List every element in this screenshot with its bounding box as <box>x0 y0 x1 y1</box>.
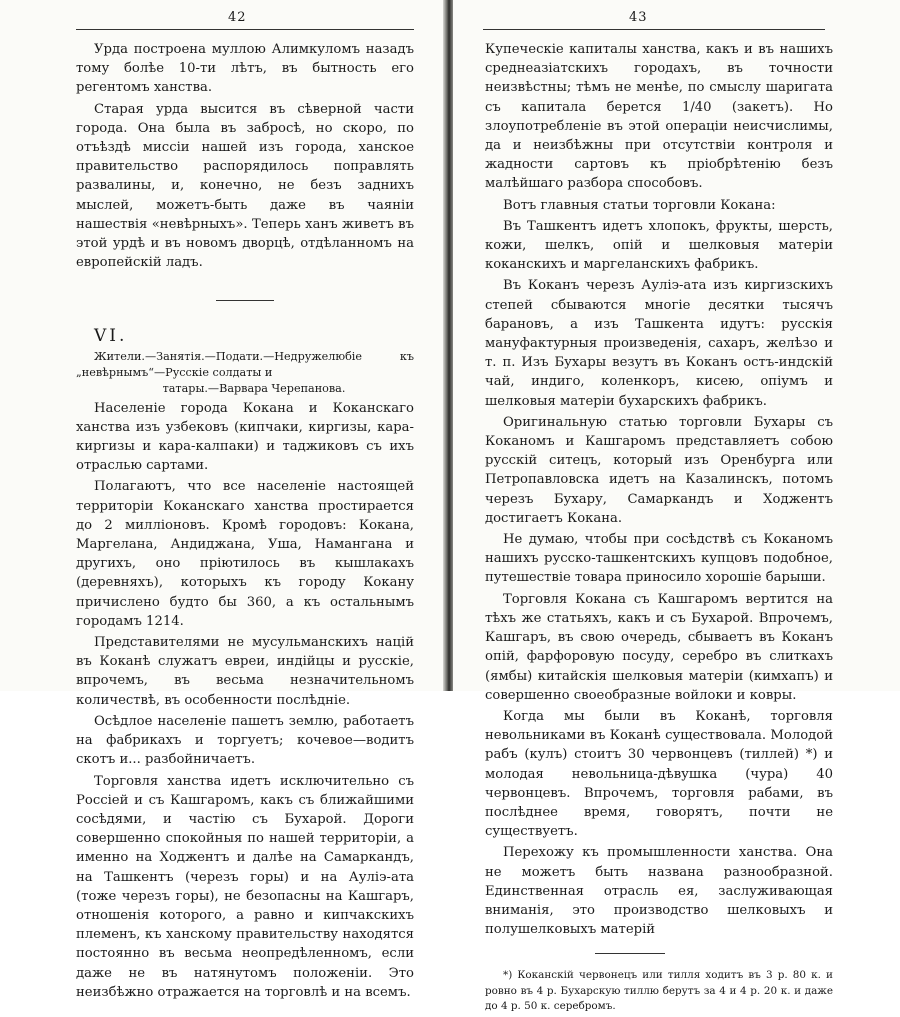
paragraph: Торговля Кокана съ Кашгаромъ вертится на тѣхъ же статьяхъ, какъ и съ Бухарой. Впрочемъ, Кашгаръ, въ свою очередь, сбываетъ въ Коканъ опій, фарфоровую посуду, серебро въ слиткахъ (ямбы) китайскія шелковыя матеріи (кимхапъ) и совершенно своеобразные войлоки и ковры. <box>485 591 833 703</box>
chapter-summary-line: Жители.—Занятія.—Подати.—Недружелюбіе къ „невѣрнымъ“—Русскіе солдаты и <box>76 349 414 379</box>
footnote-separator <box>595 953 665 954</box>
paragraph: Не думаю, чтобы при сосѣдствѣ съ Коканомъ нашихъ русско-ташкентскихъ купцовъ подобное, путешествіе товара приносило хорошіе барыши. <box>485 532 833 586</box>
header-rule <box>483 29 825 30</box>
chapter-number: VI. <box>94 326 128 347</box>
right-page <box>453 0 900 1013</box>
section-separator <box>216 300 274 301</box>
paragraph: Полагаютъ, что все населеніе настоящей территоріи Коканскаго ханства простирается до 2 милліоновъ. Кромѣ городовъ: Кокана, Маргелана, Андиджана, Уша, Намангана и другихъ, оно пріютилось въ кышлакахъ (деревняхъ), которыхъ къ городу Кокану причислено будто бы 360, а къ остальнымъ городамъ 1214. <box>76 479 414 629</box>
paragraph: Купеческіе капиталы ханства, какъ и въ нашихъ среднеазіатскихъ городахъ, въ точности неизвѣстны; тѣмъ не менѣе, по смыслу шаригата съ капитала берется 1/40 (закетъ). Но злоупотребленіе въ этой операціи неисчислимы, да и неизбѣжны при отсутствіи контроля и жадности сартовъ къ пріобрѣтенію безъ малѣйшаго разбора способовъ. <box>485 42 833 192</box>
header-rule <box>76 29 414 30</box>
paragraph: Перехожу къ промышленности ханства. Она не можетъ быть названа разнообразной. Единственная отрасль ея, заслуживающая вниманія, это производство шелковыхъ и полушелковыхъ матерій <box>485 845 833 938</box>
chapter-summary <box>76 349 414 397</box>
paragraph: Въ Ташкентъ идетъ хлопокъ, фрукты, шерсть, кожи, шелкъ, опій и шелковыя матеріи коканскихъ и маргеланскихъ фабрикъ. <box>485 218 833 273</box>
footnote: *) Коканскій червонецъ или тилля ходитъ въ 3 р. 80 к. и ровно въ 4 р. Бухарскую тиллю берутъ за 4 и 4 р. 20 к. и даже до 4 р. 50 к. серебромъ. <box>485 969 833 1013</box>
left-page <box>0 0 443 1000</box>
paragraph: Когда мы были въ Коканѣ, торговля невольниками въ Коканѣ существовала. Молодой рабъ (кулъ) стоитъ 30 червонцевъ (тиллей) *) и молодая невольница-дѣвушка (чура) 40 червонцевъ. Впрочемъ, торговля рабами, въ послѣднее время, говорятъ, почти не существуетъ. <box>485 708 833 840</box>
paragraph: Старая урда высится въ сѣверной части города. Она была въ забросѣ, но скоро, по отъѣздѣ миссіи нашей изъ города, ханское правительство распорядилось поправлять развалины, и, конечно, не безъ заднихъ мыслей, можетъ-быть даже въ чаяніи нашествія «невѣрныхъ». Теперь ханъ живетъ въ этой урдѣ и въ новомъ дворцѣ, отдѣланномъ на европейскій ладъ. <box>76 101 414 271</box>
paragraph: Въ Коканъ черезъ Ауліэ-ата изъ киргизскихъ степей сбываются многіе десятки тысячъ барановъ, а изъ Ташкента идутъ: русскія мануфактурныя произведенія, сахаръ, желѣзо и т. п. Изъ Бухары везутъ въ Коканъ остъ-индскій чай, индиго, коленкоръ, кисею, опіумъ и шелковыя матеріи бухарскихъ фабрикъ. <box>485 278 833 409</box>
paragraph: Осѣдлое населеніе пашетъ землю, работаетъ на фабрикахъ и торгуетъ; кочевое—водитъ скотъ и... разбойничаетъ. <box>76 713 414 768</box>
paragraph: Урда построена муллою Алимкуломъ назадъ тому болѣе 10-ти лѣтъ, въ бытность его регентомъ ханства. <box>76 42 414 96</box>
book-gutter <box>443 0 453 691</box>
page-number: 42 <box>228 10 247 25</box>
paragraph: Оригинальную статью торговли Бухары съ Коканомъ и Кашгаромъ представляетъ собою русскій ситецъ, который изъ Оренбурга или Петропавловска идетъ на Казалинскъ, потомъ черезъ Бухару, Самаркандъ и Ходжентъ достигаетъ Кокана. <box>485 414 833 526</box>
page-number: 43 <box>629 10 648 25</box>
chapter-summary-line: татары.—Варвара Черепанова. <box>162 381 346 395</box>
paragraph: Вотъ главныя статьи торговли Кокана: <box>503 197 776 213</box>
page-body <box>76 40 414 1004</box>
paragraph: Представителями не мусульманскихъ націй въ Коканѣ служатъ евреи, индійцы и русскіе, впрочемъ, въ весьма незначительномъ количествѣ, въ особенности послѣдніе. <box>76 635 414 708</box>
page-body <box>485 40 833 1017</box>
paragraph: Торговля ханства идетъ исключительно съ Россіей и съ Кашгаромъ, какъ съ ближайшими сосѣдями, и частію съ Бухарой. Дороги совершенно спокойныя по нашей территоріи, а именно на Ходжентъ и далѣе на Самаркандъ, на Ташкентъ (черезъ горы) и на Ауліэ-ата (тоже черезъ горы), не безопасны на Кашгаръ, отношенія которого, а равно и кипчакскихъ племенъ, къ ханскому правительству находятся постоянно въ весьма неопредѣленномъ, если даже не въ натянутомъ положеніи. Это неизбѣжно отражается на торговлѣ и на всемъ. <box>76 773 414 1000</box>
paragraph: Населеніе города Кокана и Коканскаго ханства изъ узбековъ (кипчаки, киргизы, кара-киргизы и кара-калпаки) и таджиковъ съ ихъ отраслью сартами. <box>76 400 414 474</box>
